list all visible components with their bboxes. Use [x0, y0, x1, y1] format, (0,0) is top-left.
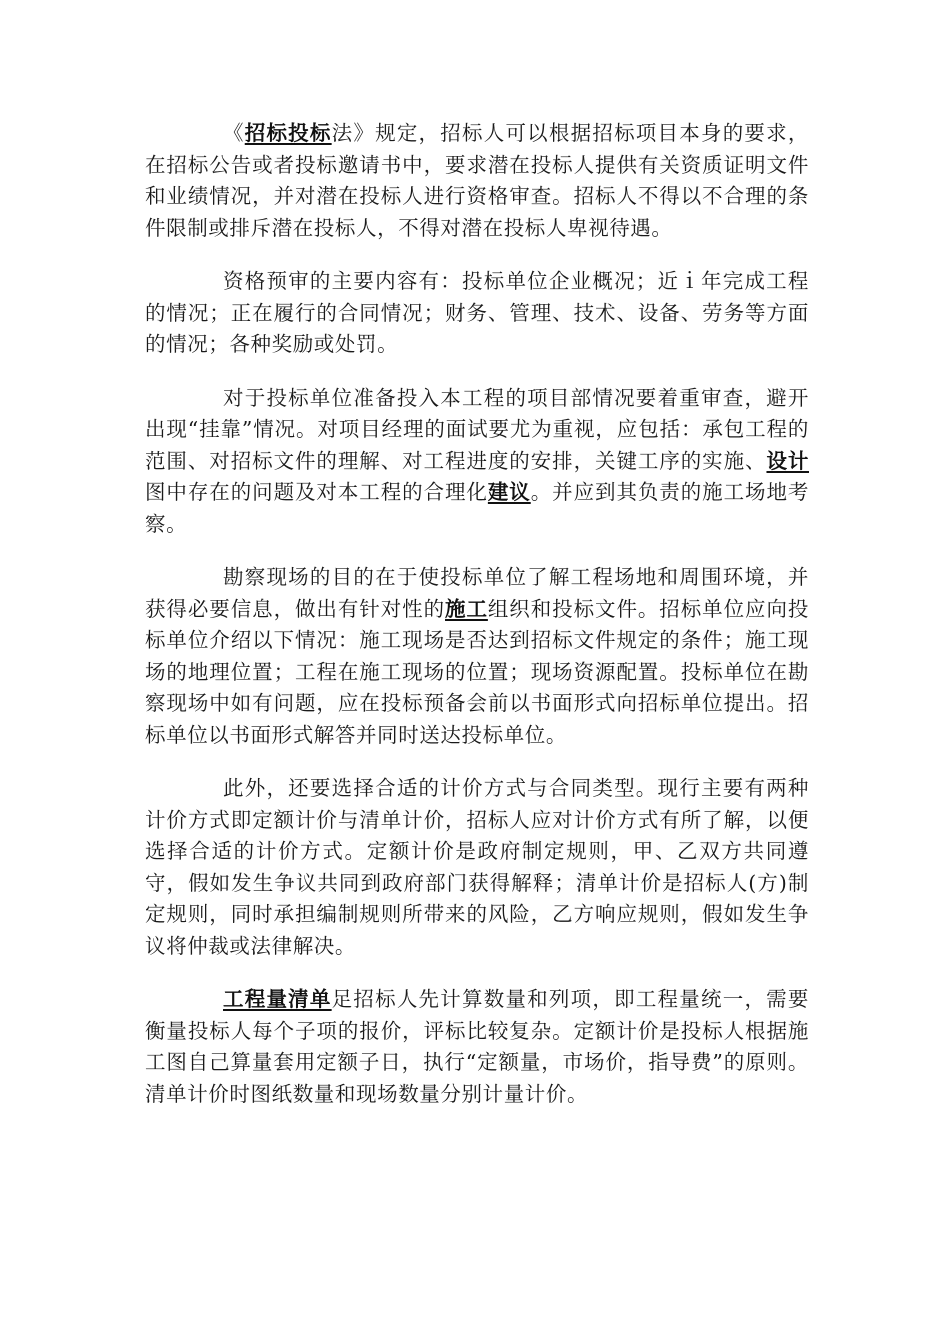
document-body	[145, 118, 809, 1132]
keyword-link[interactable]: 建议	[487, 480, 531, 504]
text-segment: 勘察现场的目的在于使投标单位了解工程场地和周围环境，并获得必要信息，做出有针对性的	[145, 565, 809, 621]
keyword-link[interactable]: 施工	[445, 596, 488, 621]
keyword-link[interactable]: 设计	[766, 448, 809, 473]
paragraph-6	[145, 984, 809, 1110]
paragraph-1	[145, 118, 809, 244]
text-segment: 此外，还要选择合适的计价方式与合同类型。现行主要有两种计价方式即定额计价与清单计价，招标人应对计价方式有所了解，以便选择合适的计价方式。定额计价是政府制定规则，甲、乙双方共同遵守，假如发生争议共同到政府部门获得解释；清单计价是招标人(方)制定规则，同时承担编制规则所带来的风险，乙方响应规则，假如发生争议将仲裁或法律解决。	[145, 776, 809, 958]
paragraph-5	[145, 773, 809, 962]
text-segment: 资格预审的主要内容有：投标单位企业概况；近ｉ年完成工程的情况；正在履行的合同情况；财务、管理、技术、设备、劳务等方面的情况；各种奖励或处罚。	[145, 269, 809, 356]
text-segment: 法》规定，招标人可以根据招标项目本身的要求，在招标公告或者投标邀请书中，要求潜在投标人提供有关资质证明文件和业绩情况，并对潜在投标人进行资格审查。招标人不得以不合理的条件限制或排斥潜在投标人，不得对潜在投标人卑视待遇。	[145, 121, 809, 240]
text-segment: 图中存在的问题及对本工程的合理化	[145, 480, 488, 504]
keyword-link[interactable]: 工程量清单	[223, 987, 332, 1011]
paragraph-2	[145, 266, 809, 361]
text-segment: 《	[223, 121, 245, 145]
text-segment: 组织和投标文件。招标单位应向投标单位介绍以下情况：施工现场是否达到招标文件规定的条件；施工现场的地理位置；工程在施工现场的位置；现场资源配置。投标单位在勘察现场中如有问题，应在投标预备会前以书面形式向招标单位提出。招标单位以书面形式解答并同时送达投标单位。	[145, 596, 809, 747]
paragraph-3	[145, 383, 809, 541]
text-segment: 。并应到其负责的施工场地考察。	[145, 480, 809, 536]
text-segment: 对于投标单位准备投入本工程的项目部情况要着重审查，避开出现“挂靠”情况。对项目经理的面试要尤为重视，应包括：承包工程的范围、对招标文件的理解、对工程进度的安排，关键工序的实施、	[145, 385, 809, 473]
keyword-link[interactable]: 招标投标	[244, 121, 332, 145]
paragraph-4	[145, 562, 809, 751]
text-segment: 足招标人先计算数量和列项，即工程量统一，需要衡量投标人每个子项的报价，评标比较复杂。定额计价是投标人根据施工图自己算量套用定额子日，执行“定额量，市场价，指导费”的原则。清单计价时图纸数量和现场数量分别计量计价。	[145, 987, 810, 1106]
